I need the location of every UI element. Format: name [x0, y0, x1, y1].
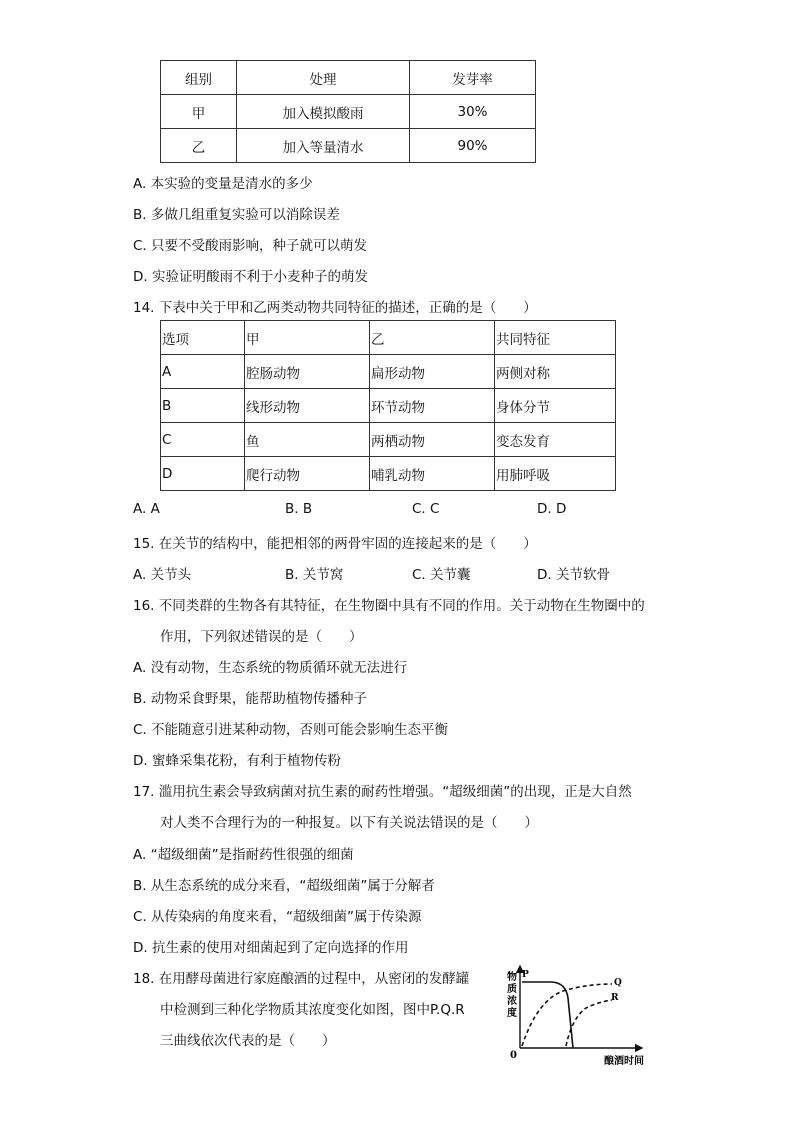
series-q-label: Q	[614, 978, 622, 988]
table-row	[161, 95, 536, 129]
q13-option-a: A. 本实验的变量是清水的多少	[133, 176, 313, 192]
table-cell: 甲	[161, 95, 237, 129]
table-cell: 哺乳动物	[370, 457, 495, 491]
q15-option-a: A. 关节头	[133, 567, 192, 583]
table-cell: 线形动物	[245, 389, 370, 423]
table-header-cell: 发芽率	[410, 61, 536, 95]
table-header-cell: 甲	[245, 321, 370, 355]
x-axis-label: 酿酒时间	[604, 1056, 644, 1067]
y-axis-label-char: 质	[507, 984, 517, 995]
q17-option-b: B. 从生态系统的成分来看，“超级细菌”属于分解者	[133, 878, 435, 894]
y-axis-label	[507, 970, 517, 1019]
q13-option-b: B. 多做几组重复实验可以消除误差	[133, 207, 340, 223]
q16-stem-line1: 16. 不同类群的生物各有其特征，在生物圈中具有不同的作用。关于动物在生物圈中的	[133, 598, 645, 614]
table-cell: 爬行动物	[245, 457, 370, 491]
table-row	[161, 423, 616, 457]
y-axis-label-char: 浓	[507, 996, 517, 1007]
table-header-cell: 组别	[161, 61, 237, 95]
table-header-cell: 处理	[237, 61, 410, 95]
q14-option-d: D. D	[537, 501, 567, 517]
table-header-cell: 乙	[370, 321, 495, 355]
q16-option-a: A. 没有动物，生态系统的物质循环就无法进行	[133, 660, 408, 676]
table-row	[161, 457, 616, 491]
table-cell: 环节动物	[370, 389, 495, 423]
q15-stem: 15. 在关节的结构中，能把相邻的两骨牢固的连接起来的是（ ）	[133, 536, 537, 552]
y-axis-label-char: 度	[507, 1008, 517, 1019]
table-cell: 变态发育	[495, 423, 616, 457]
q13-option-d: D. 实验证明酸雨不利于小麦种子的萌发	[133, 269, 368, 285]
table-cell: 腔肠动物	[245, 355, 370, 389]
table-cell: D	[161, 457, 245, 491]
q14-stem: 14. 下表中关于甲和乙两类动物共同特征的描述，正确的是（ ）	[133, 300, 537, 316]
table-row	[161, 129, 536, 163]
table-header-row	[161, 321, 616, 355]
q18-stem-line2: 中检测到三种化学物质其浓度变化如图，图中P.Q.R	[160, 1002, 465, 1018]
table-cell: 扁形动物	[370, 355, 495, 389]
germination-table	[160, 60, 536, 163]
table-cell: B	[161, 389, 245, 423]
q13-option-c: C. 只要不受酸雨影响，种子就可以萌发	[133, 238, 368, 254]
q17-option-c: C. 从传染病的角度来看，“超级细菌”属于传染源	[133, 909, 422, 925]
table-header-cell: 共同特征	[495, 321, 616, 355]
table-row	[161, 355, 616, 389]
table-header-row	[161, 61, 536, 95]
q16-stem-line2: 作用，下列叙述错误的是（ ）	[160, 629, 363, 645]
table-cell: A	[161, 355, 245, 389]
q17-option-a: A. “超级细菌”是指耐药性很强的细菌	[133, 847, 354, 863]
table-cell: 身体分节	[495, 389, 616, 423]
q15-option-d: D. 关节软骨	[537, 567, 610, 583]
q17-stem-line1: 17. 滥用抗生素会导致病菌对抗生素的耐药性增强。“超级细菌”的出现，正是大自然	[133, 784, 632, 800]
q14-option-a: A. A	[133, 501, 160, 517]
table-cell: 加入模拟酸雨	[237, 95, 410, 129]
q15-option-c: C. 关节囊	[412, 567, 471, 583]
animal-features-table	[160, 320, 616, 491]
series-p-label: P	[522, 970, 529, 980]
series-p-line	[522, 982, 573, 1048]
q18-stem-line3: 三曲线依次代表的是（ ）	[160, 1033, 336, 1049]
table-cell: 乙	[161, 129, 237, 163]
q18-stem-line1: 18. 在用酵母菌进行家庭酿酒的过程中，从密闭的发酵罐	[133, 971, 470, 987]
table-cell: C	[161, 423, 245, 457]
table-header-cell: 选项	[161, 321, 245, 355]
table-cell: 两侧对称	[495, 355, 616, 389]
series-r-label: R	[611, 993, 619, 1003]
table-cell: 30%	[410, 95, 536, 129]
table-cell: 两栖动物	[370, 423, 495, 457]
q14-option-c: C. C	[412, 501, 440, 517]
table-cell: 鱼	[245, 423, 370, 457]
y-axis-label-char: 物	[507, 972, 517, 983]
q16-option-b: B. 动物采食野果，能帮助植物传播种子	[133, 691, 367, 707]
table-cell: 用肺呼吸	[495, 457, 616, 491]
q17-stem-line2: 对人类不合理行为的一种报复。以下有关说法错误的是（ ）	[160, 815, 538, 831]
q16-option-d: D. 蜜蜂采集花粉，有利于植物传粉	[133, 753, 341, 769]
table-row	[161, 389, 616, 423]
q17-option-d: D. 抗生素的使用对细菌起到了定向选择的作用	[133, 940, 409, 956]
q16-option-c: C. 不能随意引进某种动物，否则可能会影响生态平衡	[133, 722, 449, 738]
table-cell: 加入等量清水	[237, 129, 410, 163]
table-cell: 90%	[410, 129, 536, 163]
q14-option-b: B. B	[285, 501, 313, 517]
concentration-chart	[494, 958, 654, 1070]
q15-option-b: B. 关节窝	[285, 567, 344, 583]
origin-label: 0	[510, 1050, 517, 1061]
